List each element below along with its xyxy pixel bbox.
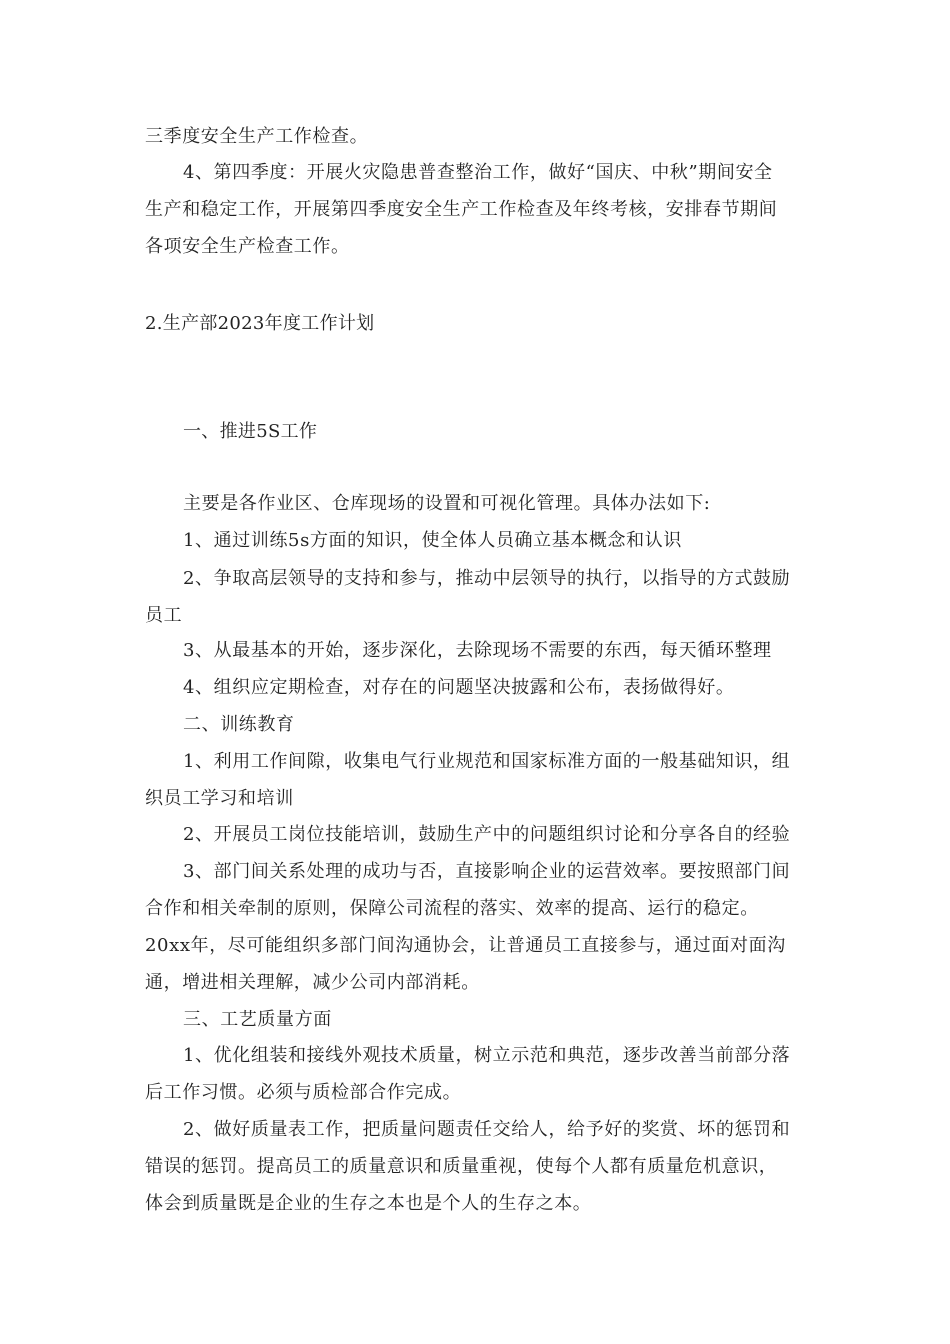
paragraph-line: 织员工学习和培训 bbox=[145, 788, 294, 809]
section-title: 2.生产部2023年度工作计划 bbox=[145, 313, 375, 334]
paragraph-line: 员工 bbox=[145, 605, 183, 626]
list-item: 1、通过训练5s方面的知识，使全体人员确立基本概念和认识 bbox=[183, 530, 682, 551]
list-item: 2、争取高层领导的支持和参与，推动中层领导的执行，以指导的方式鼓励 bbox=[183, 568, 791, 589]
paragraph-line: 4、第四季度：开展火灾隐患普查整治工作，做好“国庆、中秋”期间安全 bbox=[183, 162, 773, 183]
list-item: 3、从最基本的开始，逐步深化，去除现场不需要的东西，每天循环整理 bbox=[183, 640, 772, 661]
list-item: 4、组织应定期检查，对存在的问题坚决披露和公布，表扬做得好。 bbox=[183, 677, 735, 698]
paragraph-line: 体会到质量既是企业的生存之本也是个人的生存之本。 bbox=[145, 1193, 592, 1214]
subsection-heading: 二、训练教育 bbox=[183, 714, 295, 735]
list-item: 1、优化组装和接线外观技术质量，树立示范和典范，逐步改善当前部分落 bbox=[183, 1045, 791, 1066]
list-item: 2、做好质量表工作，把质量问题责任交给人，给予好的奖赏、坏的惩罚和 bbox=[183, 1119, 791, 1140]
subsection-heading: 三、工艺质量方面 bbox=[183, 1009, 332, 1030]
paragraph-line: 错误的惩罚。提高员工的质量意识和质量重视，使每个人都有质量危机意识， bbox=[145, 1156, 778, 1177]
paragraph-line: 各项安全生产检查工作。 bbox=[145, 236, 350, 257]
list-item: 1、利用工作间隙，收集电气行业规范和国家标准方面的一般基础知识，组 bbox=[183, 751, 791, 772]
paragraph-line: 20xx年，尽可能组织多部门间沟通协会，让普通员工直接参与，通过面对面沟 bbox=[145, 935, 786, 956]
paragraph-line: 生产和稳定工作，开展第四季度安全生产工作检查及年终考核，安排春节期间 bbox=[145, 199, 778, 220]
subsection-heading: 一、推进5S工作 bbox=[183, 421, 318, 442]
paragraph-line: 后工作习惯。必须与质检部合作完成。 bbox=[145, 1082, 462, 1103]
list-item: 3、部门间关系处理的成功与否，直接影响企业的运营效率。要按照部门间 bbox=[183, 861, 791, 882]
paragraph-line: 三季度安全生产工作检查。 bbox=[145, 126, 369, 147]
list-item: 2、开展员工岗位技能培训，鼓励生产中的问题组织讨论和分享各自的经验 bbox=[183, 824, 791, 845]
paragraph-line: 主要是各作业区、仓库现场的设置和可视化管理。具体办法如下: bbox=[183, 493, 711, 514]
paragraph-line: 通，增进相关理解，减少公司内部消耗。 bbox=[145, 972, 480, 993]
paragraph-line: 合作和相关牵制的原则，保障公司流程的落实、效率的提高、运行的稳定。 bbox=[145, 898, 759, 919]
